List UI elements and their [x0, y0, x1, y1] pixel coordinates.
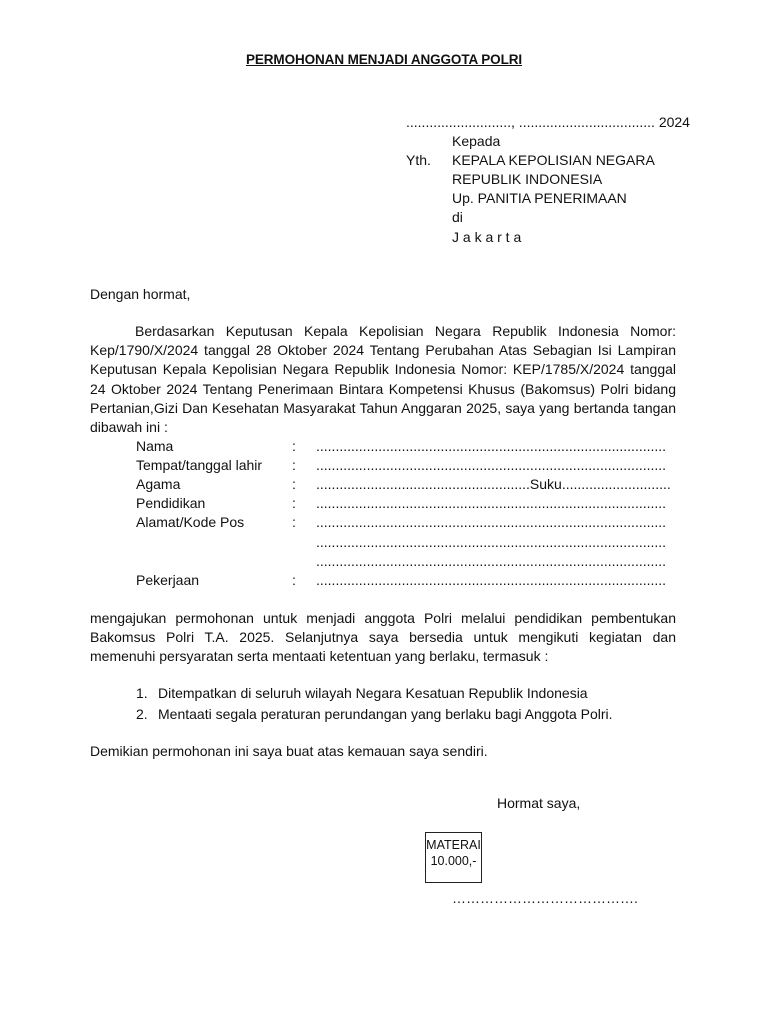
field-colon: :: [292, 457, 296, 473]
address-line: KEPALA KEPOLISIAN NEGARA: [452, 152, 655, 168]
field-value-ttl[interactable]: ..........................................................................................: [316, 457, 667, 473]
stamp-amount: 10.000,-: [430, 854, 477, 868]
list-number: 1.: [136, 685, 148, 701]
address-city: J a k a r t a: [452, 229, 522, 245]
yth-label: Yth.: [406, 152, 431, 168]
request-paragraph: mengajukan permohonan untuk menjadi anggota Polri melalui pendidikan pembentukan Bakomsus Polri T.A. 2025. Selanjutnya saya bersedia untuk mengikuti kegiatan dan memenuhi persyaratan serta mentaati ketentuan yang berlaku, termasuk :: [90, 610, 676, 665]
field-value-alamat-3[interactable]: ..........................................................................................: [316, 553, 667, 569]
field-label-agama: Agama: [136, 476, 181, 492]
address-line: REPUBLIK INDONESIA: [452, 171, 603, 187]
field-colon: :: [292, 438, 296, 454]
list-number: 2.: [136, 706, 148, 722]
field-value-nama[interactable]: ..........................................................................................: [316, 438, 667, 454]
list-item: Mentaati segala peraturan perundangan yang berlaku bagi Anggota Polri.: [158, 706, 613, 722]
date-line: ..........................., ................................... 2024: [406, 114, 690, 130]
document-title: PERMOHONAN MENJADI ANGGOTA POLRI: [245, 52, 523, 67]
field-colon: :: [292, 572, 296, 588]
materai-stamp-box: [425, 832, 482, 883]
greeting: Dengan hormat,: [90, 286, 191, 302]
field-label-ttl: Tempat/tanggal lahir: [136, 457, 263, 473]
closing-paragraph: Demikian permohonan ini saya buat atas kemauan saya sendiri.: [90, 743, 488, 759]
signature-line[interactable]: ………………………………….: [452, 890, 638, 906]
list-item: Ditempatkan di seluruh wilayah Negara Kesatuan Republik Indonesia: [158, 685, 588, 701]
field-value-pekerjaan[interactable]: ..........................................................................................: [316, 572, 667, 588]
field-label-pendidikan: Pendidikan: [136, 495, 206, 511]
field-value-alamat-2[interactable]: ..........................................................................................: [316, 534, 667, 550]
field-value-pendidikan[interactable]: ..........................................................................................: [316, 495, 667, 511]
field-label-pekerjaan: Pekerjaan: [136, 572, 200, 588]
stamp-label: MATERAI: [426, 838, 481, 852]
kepada-label: Kepada: [452, 133, 501, 149]
signoff: Hormat saya,: [497, 795, 581, 811]
address-line: di: [452, 209, 463, 225]
field-colon: :: [292, 495, 296, 511]
field-colon: :: [292, 514, 296, 530]
field-value-alamat[interactable]: ..........................................................................................: [316, 514, 667, 530]
field-label-nama: Nama: [136, 438, 174, 454]
field-label-alamat: Alamat/Kode Pos: [136, 514, 245, 530]
field-value-agama-suku[interactable]: .......................................................Suku............................: [316, 476, 671, 492]
address-line: Up. PANITIA PENERIMAAN: [452, 190, 627, 206]
field-colon: :: [292, 476, 296, 492]
intro-paragraph: Berdasarkan Keputusan Kepala Kepolisian Negara Republik Indonesia Nomor: Kep/1790/X/2024 tanggal 28 Oktober 2024 Tentang Perubahan Atas Sebagian Isi Lampiran Keputusan Kepala Kepolisian Negara Republik Indonesia Nomor: KEP/1785/X/2024 tanggal 24 Oktober 2024 Tentang Penerimaan Bintara Kompetensi Khusus (Bakomsus) Polri bidang Pertanian,Gizi Dan Kesehatan Masyarakat Tahun Anggaran 2025, saya yang bertanda tangan dibawah ini :: [90, 323, 676, 436]
